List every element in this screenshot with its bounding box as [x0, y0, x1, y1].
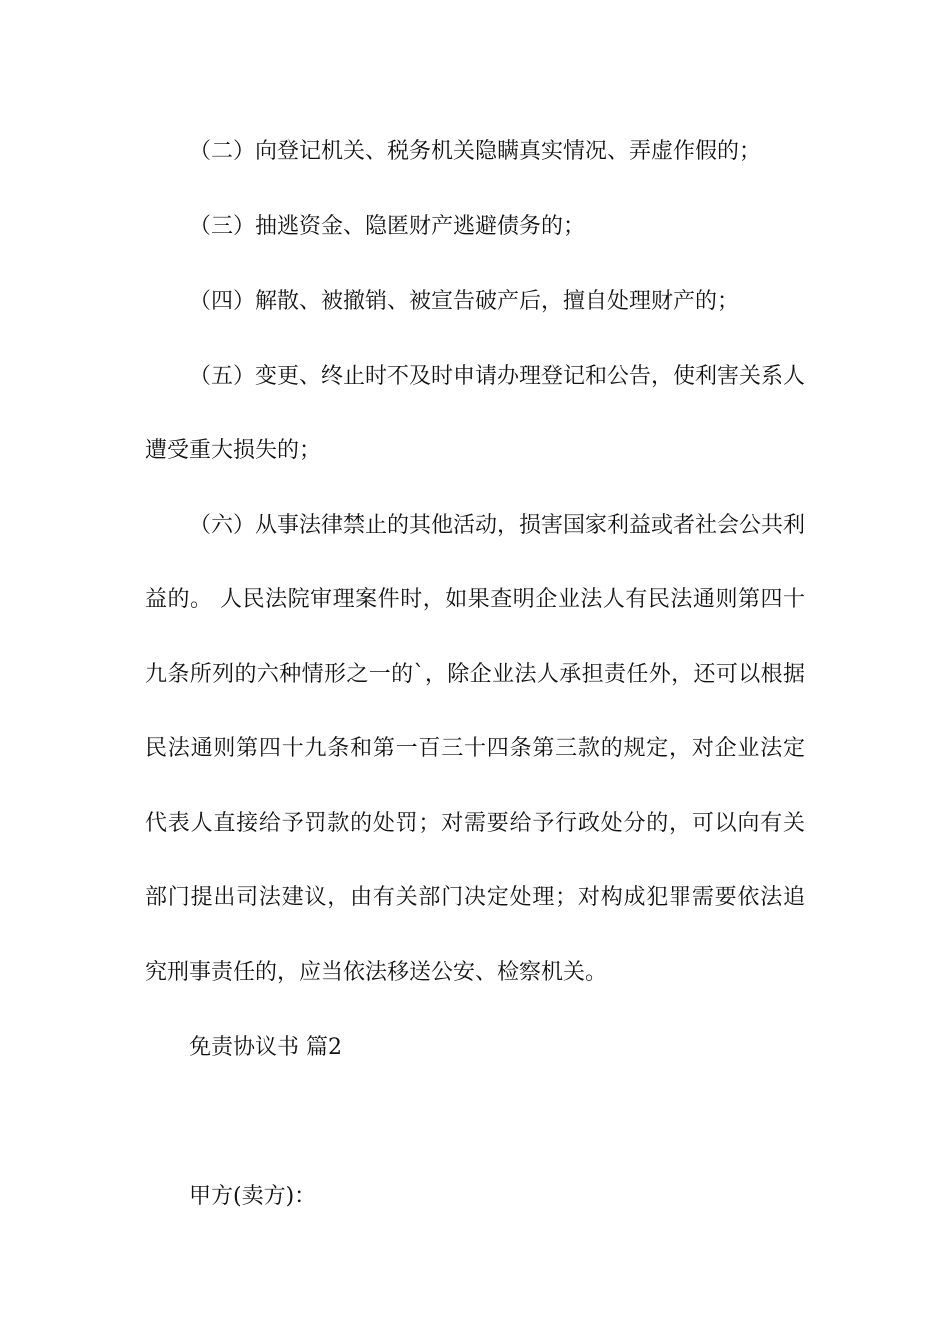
clause-5-text-line-2: 遭受重大损失的； — [145, 438, 322, 463]
clause-3-text: （三）抽逃资金、隐匿财产逃避债务的； — [189, 214, 586, 239]
clause-4-text: （四）解散、被撤销、被宣告破产后，擅自处理财产的； — [189, 289, 740, 314]
party-a-label: 甲方(卖方)： — [189, 1184, 317, 1209]
paragraph-line-4: 代表人直接给予罚款的处罚；对需要给予行政处分的，可以向有关 — [145, 811, 805, 836]
paragraph-line-2: 九条所列的六种情形之一的`，除企业法人承担责任外，还可以根据 — [145, 662, 805, 687]
paragraph-line-1: 益的。 人民法院审理案件时，如果查明企业法人有民法通则第四十 — [145, 587, 805, 612]
paragraph-line-3: 民法通则第四十九条和第一百三十四条第三款的规定，对企业法定 — [145, 736, 805, 761]
paragraph-line-6: 究刑事责任的，应当依法移送公安、检察机关。 — [145, 960, 608, 985]
clause-6-text-line-1: （六）从事法律禁止的其他活动，损害国家利益或者社会公共利 — [189, 513, 806, 538]
section-heading: 免责协议书 篇2 — [189, 1035, 342, 1060]
clause-2-text: （二）向登记机关、税务机关隐瞒真实情况、弄虚作假的； — [189, 139, 762, 164]
paragraph-line-5: 部门提出司法建议，由有关部门决定处理；对构成犯罪需要依法追 — [145, 885, 805, 910]
clause-5-text-line-1: （五）变更、终止时不及时申请办理登记和公告，使利害关系人 — [189, 364, 806, 389]
